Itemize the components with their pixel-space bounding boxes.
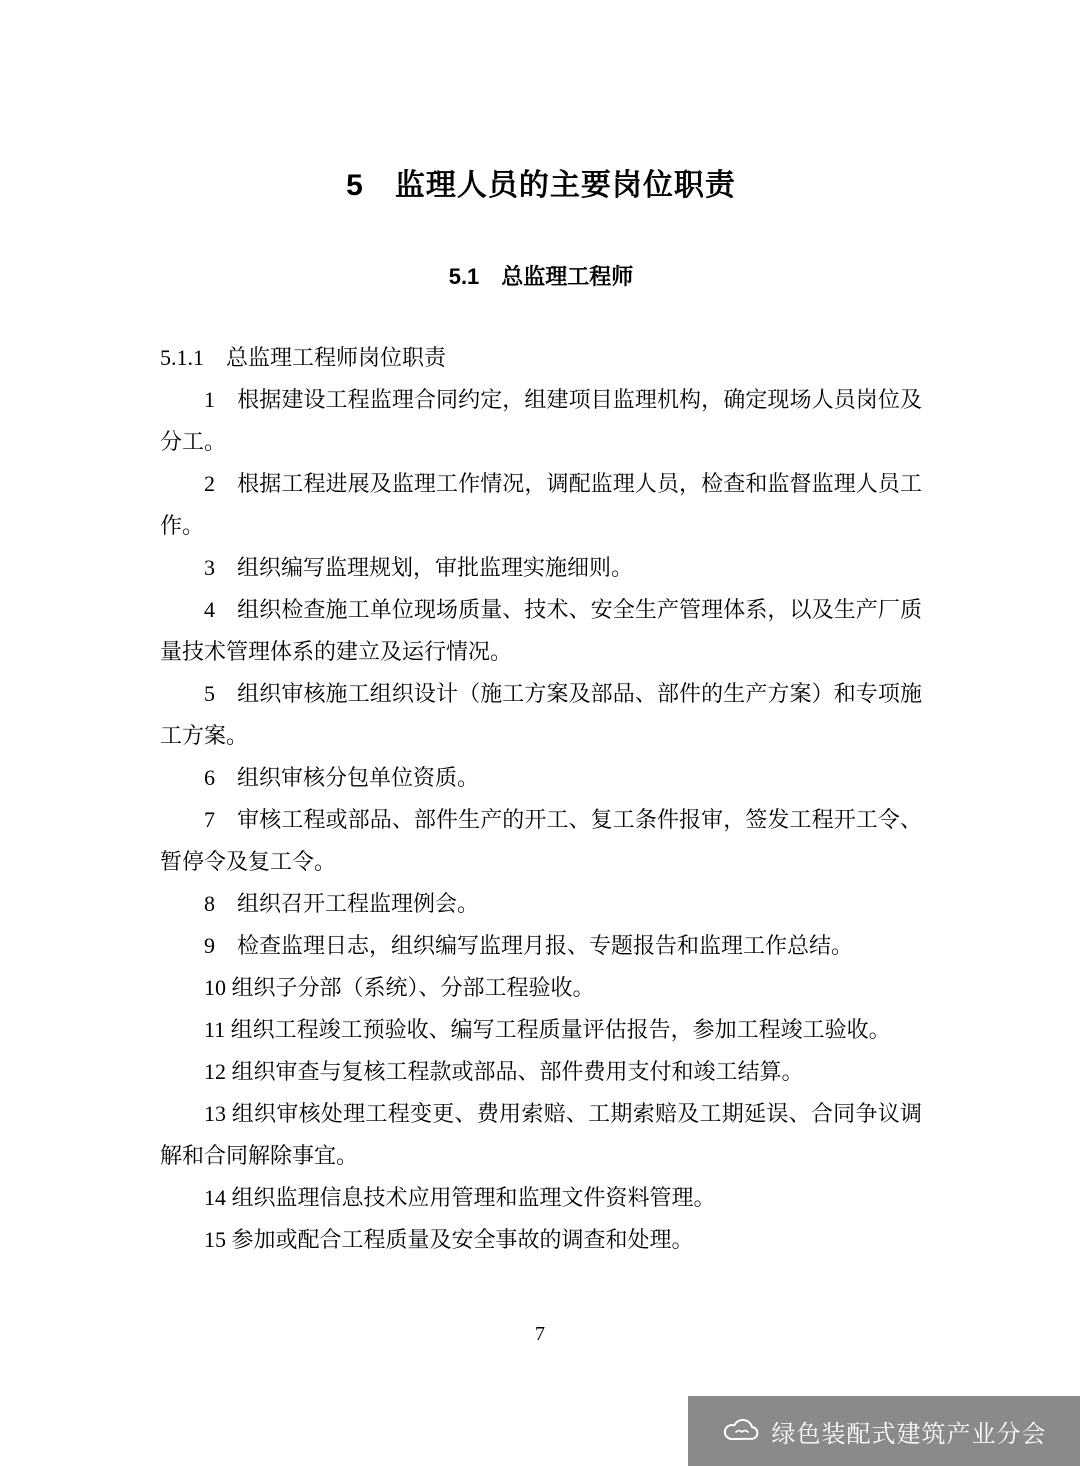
- section-title: 5.1 总监理工程师: [448, 264, 634, 289]
- list-item: 9 检查监理日志，组织编写监理月报、专题报告和监理工作总结。: [204, 933, 854, 958]
- list-item: 5 组织审核施工组织设计（施工方案及部品、部件的生产方案）和专项施工方案。: [160, 681, 922, 748]
- chapter-title: 5 监理人员的主要岗位职责: [346, 169, 736, 202]
- list-item: 13 组织审核处理工程变更、费用索赔、工期索赔及工期延误、合同争议调解和合同解除事宜。: [160, 1101, 922, 1168]
- watermark-text: 绿色装配式建筑产业分会: [771, 1420, 1047, 1448]
- list-item: 15 参加或配合工程质量及安全事故的调查和处理。: [204, 1227, 694, 1252]
- list-item: 8 组织召开工程监理例会。: [204, 891, 480, 916]
- list-item: 10 组织子分部（系统）、分部工程验收。: [204, 975, 595, 1000]
- association-logo-icon: [722, 1417, 762, 1445]
- list-item: 7 审核工程或部品、部件生产的开工、复工条件报审，签发工程开工令、暂停令及复工令。: [160, 807, 922, 874]
- page-number: 7: [535, 1323, 545, 1345]
- list-item: 14 组织监理信息技术应用管理和监理文件资料管理。: [204, 1185, 716, 1210]
- list-item: 1 根据建设工程监理合同约定，组建项目监理机构，确定现场人员岗位及分工。: [160, 387, 922, 454]
- page-content: [160, 160, 922, 1261]
- list-item: 3 组织编写监理规划，审批监理实施细则。: [204, 555, 634, 580]
- list-item: 6 组织审核分包单位资质。: [204, 765, 480, 790]
- list-item: 4 组织检查施工单位现场质量、技术、安全生产管理体系，以及生产厂质量技术管理体系的建立及运行情况。: [160, 597, 922, 664]
- list-item: 12 组织审查与复核工程款或部品、部件费用支付和竣工结算。: [204, 1059, 804, 1084]
- subsection-title: 5.1.1 总监理工程师岗位职责: [160, 345, 447, 370]
- list-item: 11 组织工程竣工预验收、编写工程质量评估报告，参加工程竣工验收。: [204, 1017, 891, 1042]
- list-item: 2 根据工程进展及监理工作情况，调配监理人员，检查和监督监理人员工作。: [160, 471, 922, 538]
- watermark-bar: [688, 1396, 1080, 1466]
- body-text: [160, 337, 922, 1261]
